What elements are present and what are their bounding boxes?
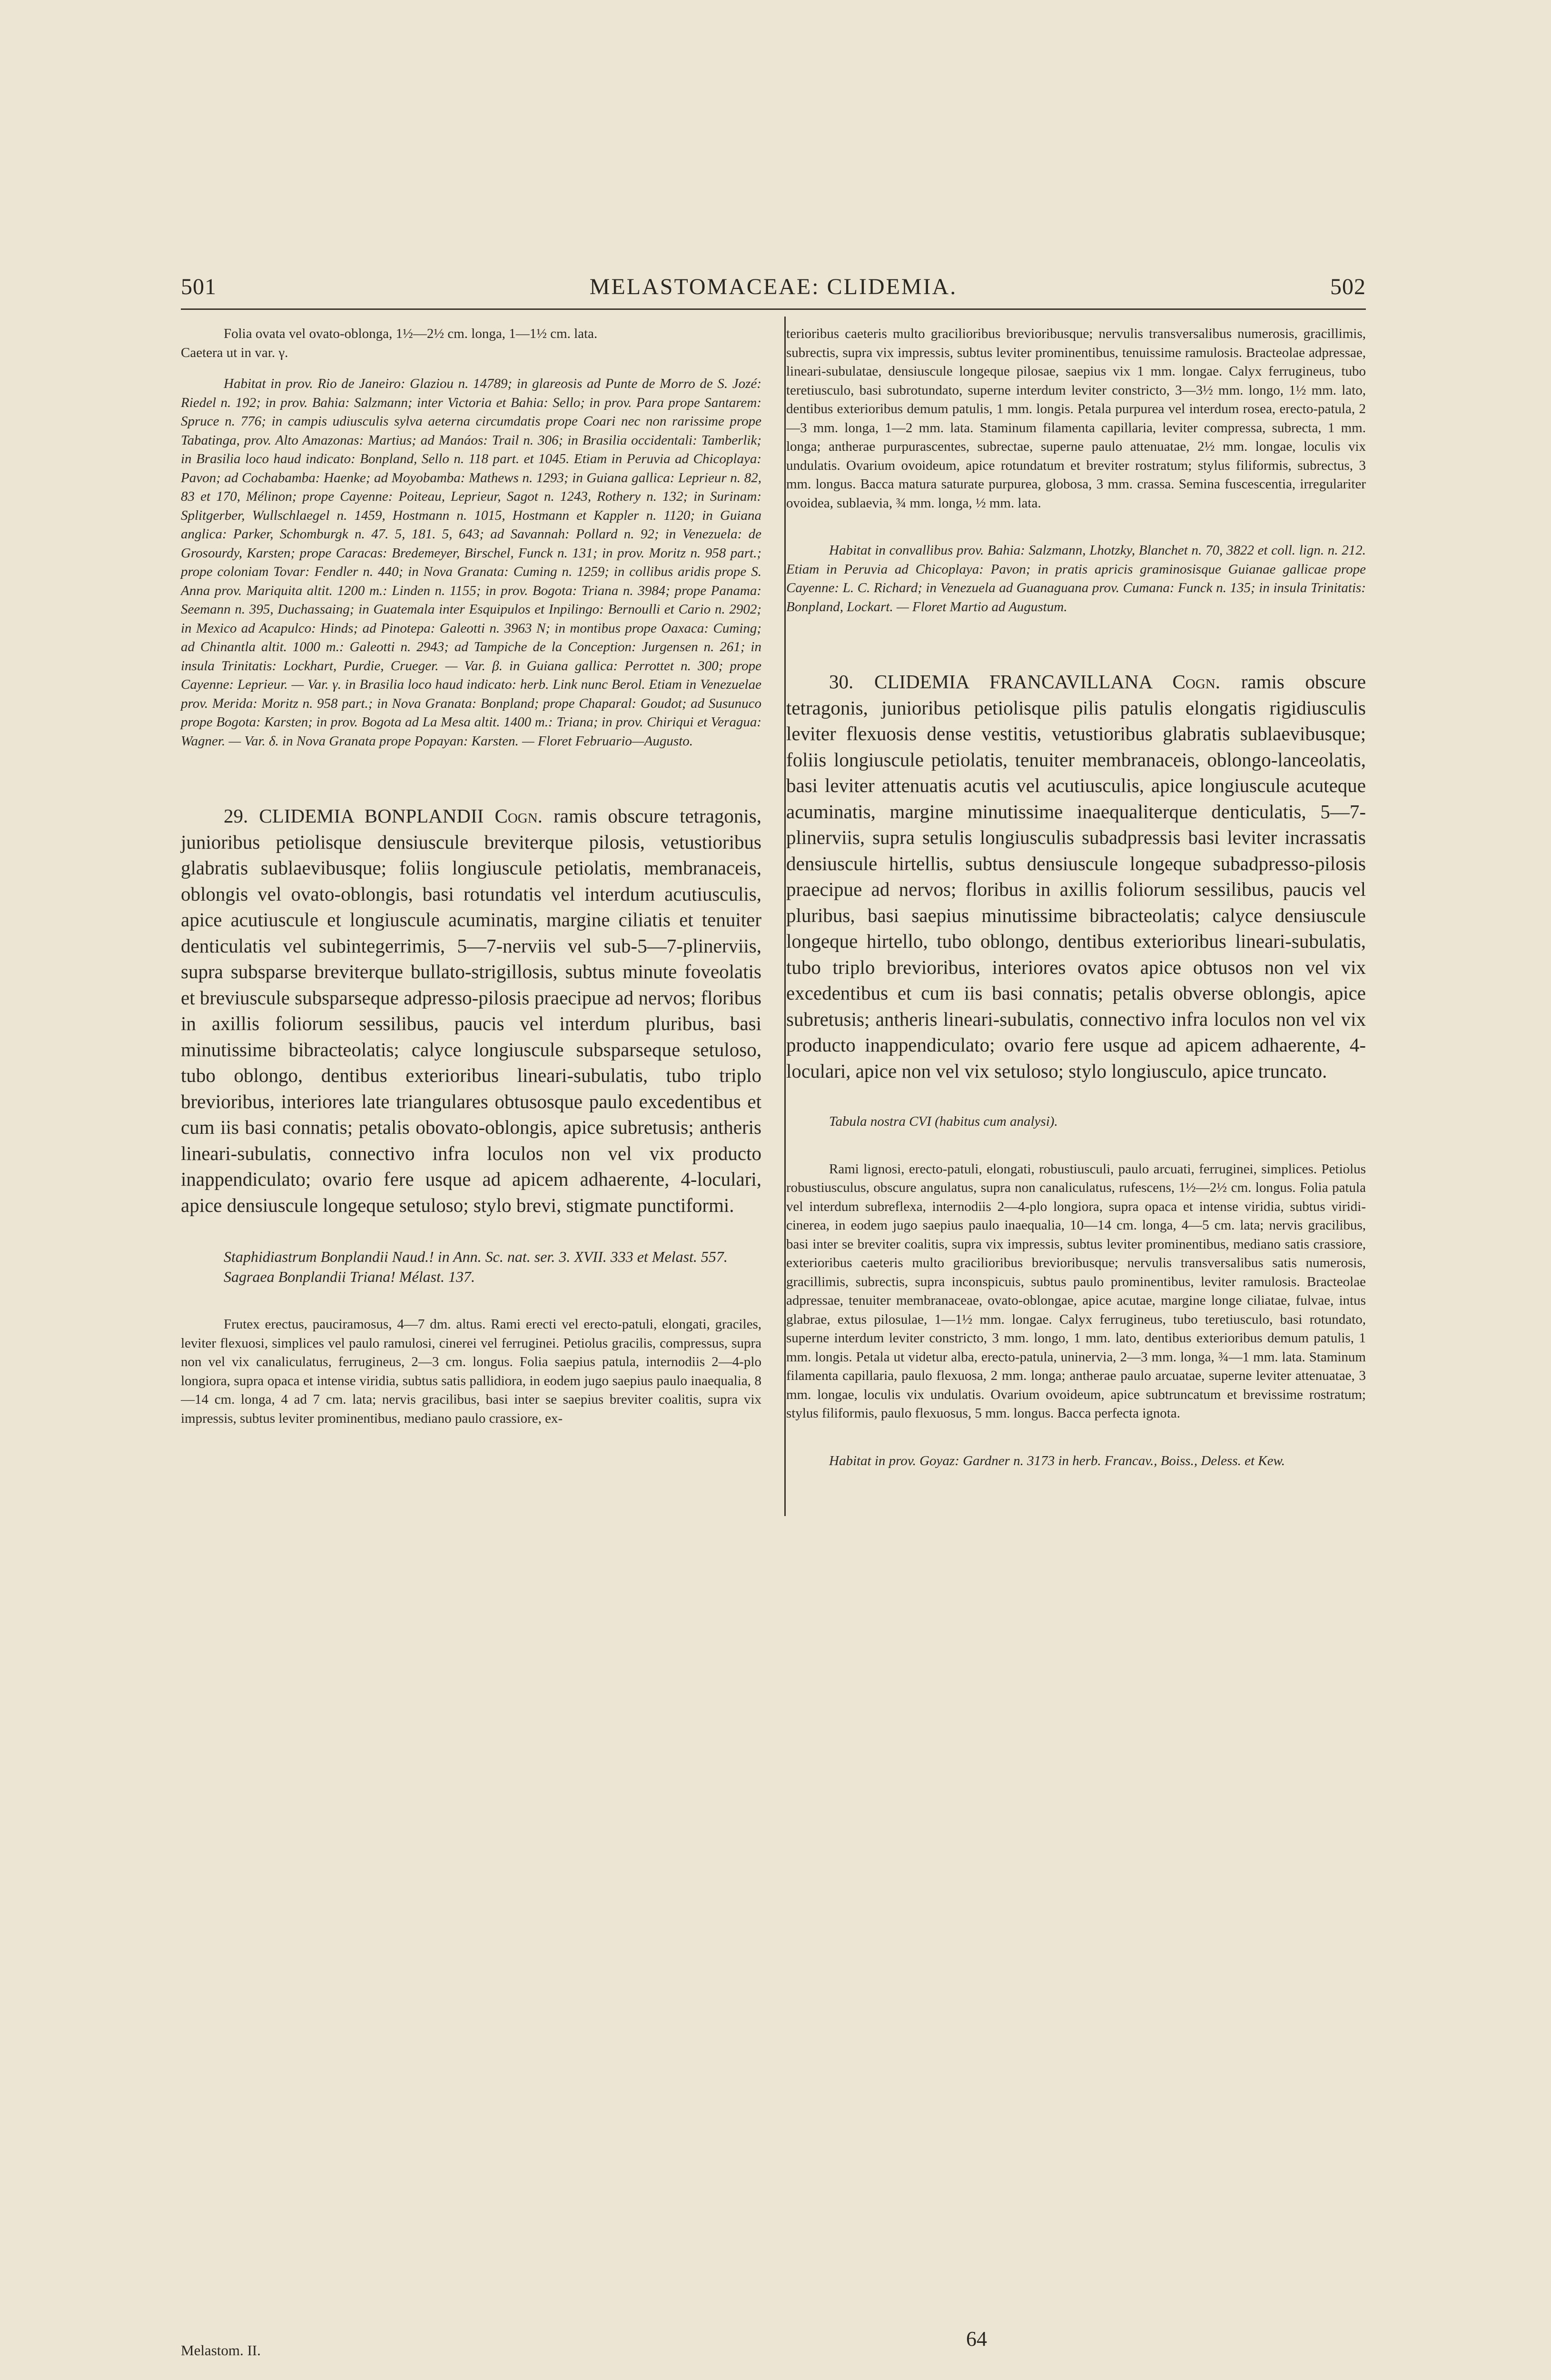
habitat-paragraph-30: Habitat in prov. Goyaz: Gardner n. 3173 in herb. Francav., Boiss., Deless. et Kew. (829, 1453, 1285, 1468)
habitat-paragraph-29: Habitat in convallibus prov. Bahia: Salzmann, Lhotzky, Blanchet n. 70, 3822 et coll. lign. n. 212. Etiam in Peruvia ad Chicoplaya: Pavon; in pratis apricis graminosisque Guianae gallicae prope Cayenne: L. C. Richard; in Venezuela ad Guanaguana prov. Cumana: Funck n. 135; in insula Trinitatis: Bonpland, Lockart. — Floret Martio ad Augustum. (786, 543, 1366, 615)
species-29-author: Cogn. (494, 805, 543, 827)
species-30-name: 30. CLIDEMIA FRANCAVILLANA (829, 671, 1152, 693)
habitat-paragraph: Habitat in prov. Rio de Janeiro: Glaziou n. 14789; in glareosis ad Punte de Morro de S. Jozé: Riedel n. 192; in prov. Bahia: Salzmann; inter Victoria et Bahia: Sello; in prov. Para prope Santarem: Spruce n. 776; in campis udiusculis sylva aeterna circumdatis prope Coari nec non rarissime prope Tabatinga, prov. Alto Amazonas: Martius; ad Manáos: Trail n. 306; in Brasilia occidentali: Tamberlik; in Brasilia loco haud indicato: Bonpland, Sello n. 118 part. et 1045. Etiam in Peruvia ad Chicoplaya: Pavon; ad Cochabamba: Haenke; ad Moyobamba: Mathews n. 1293; in Guiana gallica: Leprieur n. 82, 83 et 170, Mélinon; prope Cayenne: Poiteau, Leprieur, Sagot n. 1243, Rothery n. 132; in Surinam: Splitgerber, Wullschlaegel n. 1459, Hostmann n. 1015, Hostmann et Kappler n. 1120; in Guiana anglica: Parker, Schomburgk n. 47. 5, 181. 5, 643; ad Savannah: Pollard n. 92; in Venezuela: de Grosourdy, Karsten; prope Caracas: Bredemeyer, Birschel, Funck n. 131; in prov. Moritz n. 958 part.; prope coloniam Tovar: Fendler n. 440; in Nova Granata: Cuming n. 1259; in collibus aridis prope S. Anna prov. Mariquita altit. 1200 m.: Linden n. 1155; in prov. Bogota: Triana n. 3984; prope Panama: Seemann n. 395, Duchassaing; in Guatemala inter Esquipulos et Inpilingo: Bernoulli et Cario n. 2902; in Mexico ad Acapulco: Hinds; ad Pinotepa: Galeotti n. 3963 N; in montibus prope Oaxaca: Cuming; ad Chinantla altit. 1000 m.: Galeotti n. 2943; ad Tampiche de la Conception: Jurgensen n. 261; in insula Trinitatis: Lockhart, Purdie, Crueger. — Var. β. in Guiana gallica: Perrottet n. 300; prope Cayenne: Leprieur. — Var. γ. in Brasilia loco haud indicato: herb. Link nunc Berol. Etiam in Venezuelae prov. Merida: Moritz n. 958 part.; in Nova Granata: Bonpland; prope Chaparal: Goudot; ad Susunuco prope Bogota: Karsten; in prov. Bogota ad La Mesa altit. 1400 m.: Triana; in prov. Chiriqui et Veragua: Wagner. — Var. δ. in Nova Granata prope Popayan: Karsten. — Floret Februario—Augusto. (181, 376, 761, 749)
page-number-left: 501 (181, 274, 217, 299)
intro-caetera: Caetera ut in var. γ. (181, 345, 288, 360)
header-rule (181, 308, 1366, 310)
species-30-description (786, 669, 1366, 1084)
species-29-name: 29. CLIDEMIA BONPLANDII (224, 805, 484, 827)
synonym-staphidiastrum: Staphidiastrum Bonplandii Naud.! in Ann. Sc. nat. ser. 3. XVII. 333 et Melast. 557. (224, 1248, 728, 1265)
left-column (181, 325, 761, 1428)
sheet-number: 64 (966, 2327, 987, 2350)
intro-leaves: Folia ovata vel ovato-oblonga, 1½—2½ cm. longa, 1—1½ cm. lata. (224, 326, 598, 341)
species-30-text: ramis obscure tetragonis, junioribus petiolisque pilis patulis elongatis rigidiusculis leviter flexuosis dense vestitis, vetustioribus glabratis sublaevibusque; foliis longiuscule petiolatis, tenuiter membranaceis, oblongo-lanceolatis, basi leviter attenuatis acutis vel acutiusculis, apice longiuscule acuteque acuminatis, margine minutissime inaequaliterque denticulatis, 5—7-plinerviis, supra setulis longiusculis subadpressis basi leviter incrassatis densiuscule hirtellis, subtus densiuscule longeque subadpresso-pilosis praecipue ad nervos; floribus in axillis foliorum sessilibus, paucis vel pluribus, basi saepius minutissime bibracteolatis; calyce densiuscule longeque hirtello, tubo oblongo, dentibus exterioribus lineari-subulatis, tubo triplo brevioribus, interiores ovatos apice obtusos non vel vix excedentibus et cum iis basi connatis; petalis obverse oblongis, apice subretusis; antheris lineari-subulatis, connectivo infra loculos non vel vix producto inappendiculato; ovario fere usque ad apicem adhaerente, 4-loculari, apice non vel vix setuloso; stylo longiusculo, apice truncato. (786, 671, 1366, 1082)
synonym-sagraea: Sagraea Bonplandii Triana! Mélast. 137. (224, 1268, 475, 1285)
page-number-right: 502 (1330, 274, 1366, 299)
species-29-description (181, 803, 761, 1218)
species-30-author: Cogn. (1172, 671, 1220, 693)
plate-reference: Tabula nostra CVI (habitus cum analysi). (829, 1114, 1058, 1129)
column-divider (784, 317, 786, 1516)
frutex-paragraph: Frutex erectus, pauciramosus, 4—7 dm. altus. Rami erecti vel erecto-patuli, elongati, graciles, leviter flexuosi, simplices vel paulo ramulosi, cinerei vel ferruginei. Petiolus gracilis, compressus, supra non vel vix canaliculatus, ferrugineus, 2—3 cm. longus. Folia saepius patula, internodiis 2—4-plo longiora, supra opaca et intense viridia, subtus satis pallidiora, in eodem jugo saepius paulo inaequalia, 8—14 cm. longa, 4 ad 7 cm. lata; nervis gracilibus, basi inter se saepius breviter coalitis, supra vix impressis, subtus leviter prominentibus, mediano paulo crassiore, ex- (181, 1317, 761, 1426)
signature-mark: Melastom. II. (181, 2342, 261, 2359)
continuation-paragraph: terioribus caeteris multo gracilioribus brevioribusque; nervulis transversalibus numerosis, gracillimis, subrectis, supra vix impressis, subtus leviter prominentibus, tenuissime ramulosis. Bracteolae adpressae, lineari-subulatae, densiuscule longeque pilosae, saepius vix 1 mm. longae. Calyx ferrugineus, tubo teretiusculo, basi subrotundato, superne interdum leviter constricto, 3—3½ mm. longo, 1½ mm. lato, dentibus exterioribus demum patulis, 1 mm. longis. Petala purpurea vel interdum rosea, erecto-patula, 2—3 mm. longa, 1—2 mm. lata. Staminum filamenta capillaria, leviter compressa, subrecta, 1 mm. longa; antherae purpurascentes, subrectae, superne paulo attenuatae, 2½ mm. longae, loculis vix undulatis. Ovarium ovoideum, apice rotundatum et breviter rostratum; stylus filiformis, subrectus, 3 mm. longus. Bacca matura saturate purpurea, globosa, 3 mm. crassa. Semina fuscescentia, irregulariter ovoidea, sublaevia, ¾ mm. longa, ½ mm. lata. (786, 326, 1366, 511)
page-title: MELASTOMACEAE: CLIDEMIA. (589, 274, 958, 299)
right-column (786, 325, 1366, 1470)
rami-paragraph: Rami lignosi, erecto-patuli, elongati, robustiusculi, paulo arcuati, ferruginei, simplices. Petiolus robustiusculus, obscure angulatus, supra non canaliculatus, rufescens, 1½—2½ cm. longus. Folia patula vel interdum subreflexa, internodiis 2—4-plo longiora, supra opaca et intense viridia, subtus viridi-cinerea, in eodem jugo saepius paulo inaequalia, 10—14 cm. longa, 4—5 cm. lata; nervis gracilibus, basi inter se breviter coalitis, supra vix impressis, subtus leviter prominentibus, mediano satis crassiore, exterioribus caeteris multo gracilioribus brevioribusque; nervulis transversalibus satis numerosis, gracillimis, subrectis, supra inconspicuis, subtus paulo prominentibus, leviter ramulosis. Bracteolae adpressae, tenuiter membranaceae, ovato-oblongae, apice acutae, margine longe ciliatae, fulvae, intus glabrae, extus pilosulae, 1—1½ mm. longae. Calyx ferrugineus, tubo teretiusculo, basi rotundato, superne interdum leviter constricto, 3 mm. longo, 1 mm. lato, dentibus exterioribus demum patulis, 1 mm. longis. Petala ut videtur alba, erecto-patula, uninervia, 2—3 mm. longa, ¾—1 mm. lata. Staminum filamenta capillaria, paulo flexuosa, 2 mm. longa; antherae paulo arcuatae, superne leviter attenuatae, 3 mm. longae, loculis vix undulatis. Ovarium ovoideum, apice subtruncatum et brevissime rostratum; stylus filiformis, paulo flexuosus, 5 mm. longus. Bacca perfecta ignota. (786, 1161, 1366, 1421)
species-29-text: ramis obscure tetragonis, junioribus petiolisque densiuscule breviterque pilosis, vetustioribus glabratis sublaevibusque; foliis longiuscule petiolatis, membranaceis, oblongis vel ovato-oblongis, basi rotundatis vel interdum acutiusculis, apice acutiuscule et longiuscule acuminatis, margine ciliatis et tenuiter denticulatis vel subintegerrimis, 5—7-nerviis vel sub-5—7-plinerviis, supra subsparse breviterque bullato-strigillosis, subtus minute foveolatis et breviuscule subsparseque adpresso-pilosis praecipue ad nervos; floribus in axillis foliorum sessilibus, paucis vel interdum pluribus, basi minutissime bibracteolatis; calyce longiuscule subsparseque setuloso, tubo oblongo, dentibus exterioribus lineari-subulatis, tubo triplo brevioribus, interiores late triangulares obtusosque paulo excedentibus et cum iis basi connatis; petalis obovato-oblongis, apice subretusis; antheris lineari-subulatis, connectivo infra loculos non vel vix producto inappendiculato; ovario fere usque ad apicem adhaerente, 4-loculari, apice densiuscule longeque setuloso; stylo brevi, stigmate punctiformi. (181, 805, 762, 1216)
running-head (181, 274, 1366, 307)
